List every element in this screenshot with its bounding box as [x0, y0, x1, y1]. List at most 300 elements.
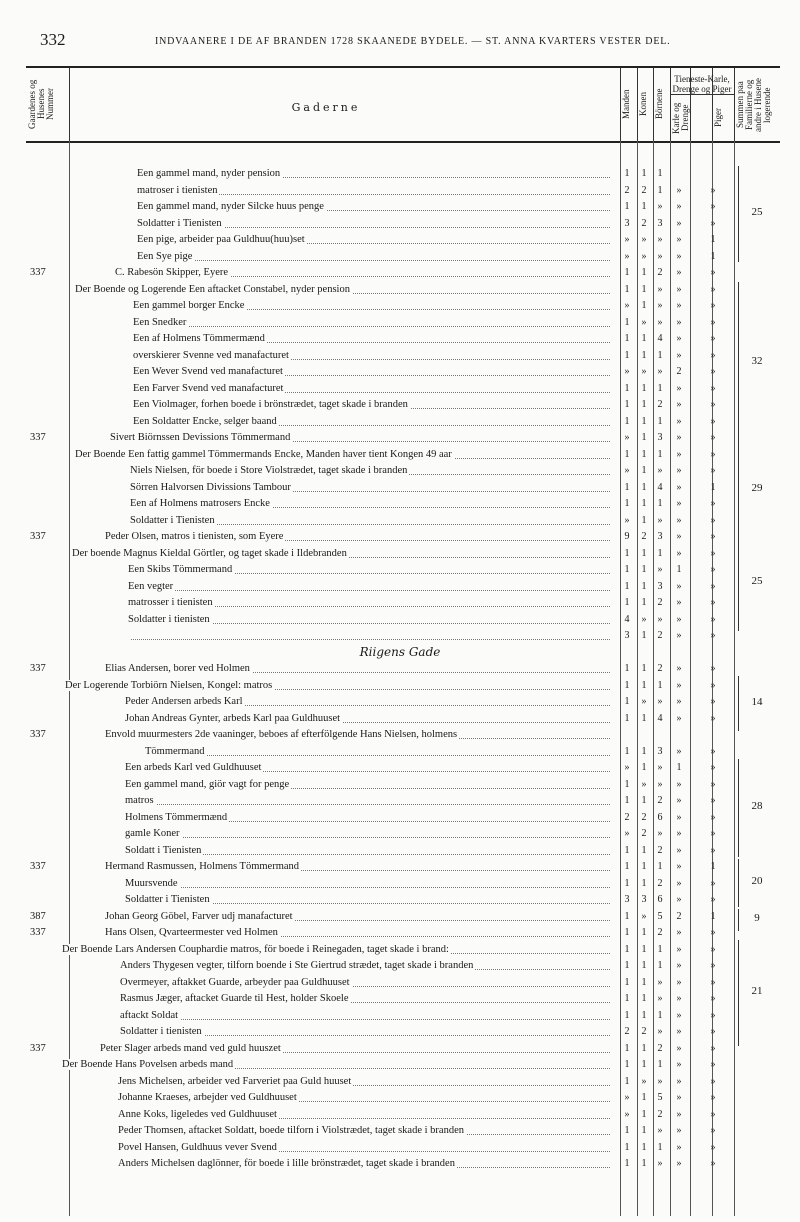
entry-text: Soldatter i tienisten	[128, 613, 210, 625]
count-manden: 1	[624, 498, 630, 509]
house-number: 337	[30, 267, 46, 278]
count-piger: »	[710, 415, 716, 427]
entry-text: Een pige, arbeider paa Guldhuu(huu)set	[137, 234, 305, 245]
count-bornene: »	[657, 828, 663, 839]
count-piger: »	[710, 547, 716, 559]
count-konen: 1	[641, 448, 647, 460]
col-manden-label: Manden	[621, 89, 631, 119]
entry-text: Povel Hansen, Guldhuus vever Svend	[118, 1141, 277, 1153]
count-karle: »	[676, 712, 682, 724]
count-manden: 1	[624, 316, 630, 328]
count-bornene: 3	[657, 217, 663, 229]
house-number: 337	[30, 861, 46, 872]
count-karle: »	[676, 498, 682, 509]
table-row	[0, 249, 800, 264]
table-row	[0, 166, 800, 181]
family-total: 29	[751, 481, 763, 494]
count-bornene: »	[657, 696, 663, 707]
count-manden: 2	[624, 811, 630, 823]
count-konen: 1	[641, 1108, 647, 1120]
count-bornene: »	[657, 283, 663, 295]
count-manden: »	[624, 300, 630, 311]
table-row	[0, 1107, 800, 1122]
table-row	[0, 265, 800, 280]
count-bornene: »	[657, 300, 663, 311]
count-piger: »	[710, 762, 716, 773]
count-manden: 1	[624, 877, 630, 889]
count-karle: »	[676, 663, 682, 674]
table-row	[0, 414, 800, 429]
count-manden: »	[624, 762, 630, 773]
col-piger-label: Piger	[713, 108, 723, 128]
table-row	[0, 975, 800, 990]
count-konen: 1	[641, 432, 647, 443]
entry-text: Soldatter i Tienisten	[137, 217, 222, 229]
count-manden: 1	[624, 745, 630, 757]
count-karle: 1	[676, 564, 682, 575]
table-row	[0, 1123, 800, 1138]
count-bornene: 2	[657, 927, 663, 938]
entry-text: Anders Michelsen daglönner, för boede i lille brönstrædet, taget skade i branden	[118, 1158, 455, 1169]
table-row	[0, 991, 800, 1006]
count-karle: »	[676, 481, 682, 493]
count-manden: »	[624, 234, 630, 245]
count-karle: »	[676, 613, 682, 625]
count-konen: 1	[641, 349, 647, 361]
count-bornene: »	[657, 366, 663, 377]
family-total: 28	[751, 800, 763, 812]
count-piger: »	[710, 943, 716, 955]
count-piger: »	[710, 1026, 716, 1037]
count-bornene: 6	[657, 894, 663, 905]
count-bornene: »	[657, 1075, 663, 1087]
count-konen: 1	[641, 333, 647, 344]
count-konen: 1	[641, 1042, 647, 1054]
count-bornene: 5	[657, 910, 663, 922]
entry-text: Envold muurmesters 2de vaaninger, beboes af efterfölgende Hans Nielsen, holmens	[105, 729, 458, 740]
count-konen: »	[641, 696, 647, 707]
count-bornene: 1	[657, 382, 663, 394]
count-karle: »	[676, 399, 682, 410]
count-piger: »	[710, 976, 716, 988]
entry-text: Soldatter i Tienisten	[125, 894, 210, 905]
entry-text: overskierer Svenne ved manafacturet	[133, 349, 289, 361]
entry-text: Niels Nielsen, för boede i Store Violstrædet, taget skade i branden	[130, 465, 408, 476]
count-karle: »	[676, 234, 682, 245]
entry-text: Soldatter i Tienisten	[130, 514, 215, 526]
table-row	[0, 282, 800, 297]
count-manden: 1	[624, 399, 630, 410]
count-karle: »	[676, 1026, 682, 1037]
table-row	[0, 793, 800, 808]
entry-text: Anders Thygesen vegter, tilforn boende i Ste Giertrud strædet, taget skade i branden	[120, 960, 474, 971]
table-row	[0, 744, 800, 759]
entry-text	[128, 630, 130, 641]
count-piger: 1	[710, 910, 716, 922]
table-row	[0, 925, 800, 940]
table-row	[0, 942, 800, 957]
count-piger: »	[710, 349, 716, 361]
count-konen: 1	[641, 1125, 647, 1136]
entry-text: Elias Andersen, borer ved Holmen	[105, 663, 250, 674]
count-bornene: »	[657, 316, 663, 328]
count-manden: 1	[624, 481, 630, 493]
count-manden: 3	[624, 217, 630, 229]
table-row	[0, 859, 800, 874]
count-konen: 1	[641, 762, 647, 773]
count-bornene: »	[657, 250, 663, 262]
count-manden: 1	[624, 844, 630, 856]
table-row	[0, 232, 800, 247]
count-piger: »	[710, 1075, 716, 1087]
count-manden: 1	[624, 333, 630, 344]
count-karle: »	[676, 1042, 682, 1054]
entry-text: Een gammel mand, nyder pension	[137, 168, 281, 179]
count-konen: »	[641, 234, 647, 245]
count-bornene: 2	[657, 1042, 663, 1054]
family-total: 9	[754, 912, 760, 924]
count-manden: 1	[624, 580, 630, 592]
count-bornene: »	[657, 762, 663, 773]
count-konen: »	[641, 778, 647, 790]
count-piger: »	[710, 712, 716, 724]
count-manden: 4	[624, 613, 630, 625]
count-bornene: 2	[657, 844, 663, 856]
count-piger: »	[710, 564, 716, 575]
count-manden: 1	[624, 795, 630, 806]
table-row	[0, 199, 800, 214]
count-manden: »	[624, 1108, 630, 1120]
count-piger: »	[710, 399, 716, 410]
count-manden: 1	[624, 663, 630, 674]
count-karle: »	[676, 811, 682, 823]
entry-text: Een Soldatter Encke, selger baand	[133, 415, 277, 427]
count-karle: »	[676, 993, 682, 1004]
running-head: INDVAANERE I DE AF BRANDEN 1728 SKAANEDE BYDELE. — ST. ANNA KVARTERS VESTER DEL.	[155, 36, 671, 47]
count-manden: »	[624, 828, 630, 839]
count-piger: »	[710, 844, 716, 856]
count-karle: »	[676, 877, 682, 889]
table-row	[0, 546, 800, 561]
count-karle: »	[676, 283, 682, 295]
count-piger: »	[710, 778, 716, 790]
entry-text: Anne Koks, ligeledes ved Guldhuuset	[118, 1108, 277, 1120]
count-konen: 2	[641, 828, 647, 839]
count-karle: »	[676, 300, 682, 311]
count-manden: 1	[624, 448, 630, 460]
count-manden: 9	[624, 531, 630, 542]
count-karle: »	[676, 349, 682, 361]
table-row	[0, 513, 800, 528]
count-bornene: 1	[657, 1009, 663, 1021]
count-konen: 1	[641, 745, 647, 757]
entry-text: Peder Olsen, matros i tienisten, som Eyere	[105, 531, 284, 542]
count-konen: »	[641, 1075, 647, 1087]
entry-text: gamle Koner	[125, 828, 180, 839]
count-konen: »	[641, 910, 647, 922]
count-manden: 1	[624, 349, 630, 361]
count-manden: 1	[624, 943, 630, 955]
count-manden: »	[624, 250, 630, 262]
table-header	[26, 66, 780, 143]
count-manden: 1	[624, 1141, 630, 1153]
count-karle: 1	[676, 762, 682, 773]
count-piger: »	[710, 1158, 716, 1169]
count-konen: 1	[641, 861, 647, 872]
count-bornene: 5	[657, 1092, 663, 1103]
entry-text: Der Logerende Torbiörn Nielsen, Kongel: matros	[65, 679, 273, 691]
family-total: 32	[751, 355, 763, 367]
count-piger: »	[710, 630, 716, 641]
count-bornene: 4	[657, 333, 663, 344]
count-konen: »	[641, 250, 647, 262]
entry-text: Een Violmager, forhen boede i brönstrædet, taget skade i branden	[133, 399, 408, 410]
count-bornene: 1	[657, 960, 663, 971]
count-bornene: 2	[657, 1108, 663, 1120]
count-karle: »	[676, 828, 682, 839]
count-manden: 1	[624, 927, 630, 938]
count-konen: 2	[641, 1026, 647, 1037]
count-bornene: »	[657, 778, 663, 790]
count-piger: »	[710, 1125, 716, 1136]
count-karle: »	[676, 333, 682, 344]
entry-text: Een arbeds Karl ved Guldhuuset	[125, 762, 262, 773]
count-manden: »	[624, 514, 630, 526]
table-row	[0, 397, 800, 412]
count-manden: »	[624, 366, 630, 377]
count-manden: »	[624, 432, 630, 443]
count-konen: 1	[641, 481, 647, 493]
entry-text: aftackt Soldat	[120, 1009, 179, 1021]
entry-text: Tömmermand	[145, 745, 205, 757]
count-bornene: »	[657, 514, 663, 526]
count-karle: »	[676, 184, 682, 196]
entry-text: Een gammel mand, nyder Silcke huus penge	[137, 201, 324, 212]
count-piger: »	[710, 1009, 716, 1021]
count-piger: »	[710, 1141, 716, 1153]
count-manden: 1	[624, 1125, 630, 1136]
count-piger: »	[710, 432, 716, 443]
count-piger: »	[710, 1108, 716, 1120]
table-row	[0, 892, 800, 907]
entry-text: Sörren Halvorsen Divissions Tambour	[130, 481, 291, 493]
count-piger: »	[710, 300, 716, 311]
count-karle: »	[676, 795, 682, 806]
entry-text: Jens Michelsen, arbeider ved Farveriet paa Guld huuset	[118, 1075, 352, 1087]
table-row	[0, 678, 800, 693]
entry-text: Een Skibs Tömmermand	[128, 564, 233, 575]
entry-text: Johanne Kraeses, arbejder ved Guldhuuset	[118, 1092, 297, 1103]
count-karle: »	[676, 547, 682, 559]
count-manden: 1	[624, 415, 630, 427]
count-karle: 2	[676, 910, 682, 922]
count-manden: 1	[624, 960, 630, 971]
count-bornene: 2	[657, 597, 663, 608]
count-manden: 1	[624, 1009, 630, 1021]
count-bornene: 3	[657, 745, 663, 757]
family-total: 25	[751, 575, 763, 587]
count-manden: 1	[624, 283, 630, 295]
entry-text: Der Boende og Logerende Een aftacket Constabel, nyder pension	[75, 283, 350, 295]
count-karle: »	[676, 1141, 682, 1153]
count-manden: 1	[624, 168, 630, 179]
count-piger: »	[710, 531, 716, 542]
count-konen: 1	[641, 1092, 647, 1103]
count-karle: »	[676, 927, 682, 938]
count-karle: »	[676, 679, 682, 691]
count-bornene: 6	[657, 811, 663, 823]
count-piger: »	[710, 696, 716, 707]
table-row	[0, 612, 800, 627]
count-konen: 1	[641, 283, 647, 295]
count-piger: »	[710, 366, 716, 377]
house-number: 337	[30, 1042, 46, 1054]
count-karle: »	[676, 844, 682, 856]
table-row	[0, 496, 800, 511]
count-karle: »	[676, 531, 682, 542]
count-konen: 1	[641, 795, 647, 806]
entry-text: C. Rabesön Skipper, Eyere	[115, 267, 229, 278]
house-number: 337	[30, 927, 46, 938]
street-heading: Riigens Gade	[359, 645, 441, 659]
count-karle: »	[676, 465, 682, 476]
table-row	[0, 1090, 800, 1105]
count-konen: »	[641, 316, 647, 328]
table-row	[0, 463, 800, 478]
entry-text: Peder Andersen arbeds Karl	[125, 696, 243, 707]
col-servants-label: Tieneste-Karle, Drenge og Piger	[672, 74, 732, 94]
count-karle: »	[676, 597, 682, 608]
count-piger: »	[710, 1092, 716, 1103]
entry-text: Een gammel mand, giör vagt for penge	[125, 778, 290, 790]
count-piger: »	[710, 894, 716, 905]
count-konen: 2	[641, 184, 647, 196]
count-bornene: 3	[657, 531, 663, 542]
count-bornene: »	[657, 465, 663, 476]
table-row	[0, 364, 800, 379]
entry-text: Der Boende Hans Povelsen arbeds mand	[62, 1059, 234, 1070]
count-bornene: 1	[657, 498, 663, 509]
col-house-number-label: Gaardenes og Husenes Nummer	[27, 79, 55, 129]
count-konen: 1	[641, 1158, 647, 1169]
count-karle: »	[676, 943, 682, 955]
count-karle: »	[676, 1158, 682, 1169]
count-konen: 1	[641, 844, 647, 856]
table-row	[0, 529, 800, 544]
col-streets-label: Gaderne	[291, 101, 361, 114]
table-row	[0, 876, 800, 891]
house-number: 387	[30, 910, 46, 922]
count-bornene: 1	[657, 415, 663, 427]
count-piger: »	[710, 811, 716, 823]
entry-text: Johan Georg Göbel, Farver udj manafacturet	[105, 910, 293, 922]
count-manden: 1	[624, 910, 630, 922]
count-piger: »	[710, 1042, 716, 1054]
count-piger: »	[710, 316, 716, 328]
count-piger: »	[710, 597, 716, 608]
count-piger: »	[710, 448, 716, 460]
count-bornene: 1	[657, 448, 663, 460]
count-bornene: 3	[657, 432, 663, 443]
count-piger: 1	[710, 481, 716, 493]
count-konen: 1	[641, 300, 647, 311]
entry-text: Peter Slager arbeds mand ved guld huuszet	[100, 1042, 281, 1054]
count-konen: 1	[641, 597, 647, 608]
entry-text: Der boende Magnus Kieldal Görtler, og taget skade i Ildebranden	[72, 547, 347, 559]
table-row	[0, 216, 800, 231]
count-karle: »	[676, 1108, 682, 1120]
count-konen: 1	[641, 201, 647, 212]
family-total: 20	[751, 875, 763, 887]
count-manden: 3	[624, 630, 630, 641]
count-bornene: 1	[657, 1059, 663, 1070]
count-konen: 1	[641, 712, 647, 724]
count-bornene: 2	[657, 630, 663, 641]
count-bornene: 1	[657, 943, 663, 955]
count-bornene: »	[657, 234, 663, 245]
entry-text: Een af Holmens Tömmermænd	[133, 333, 265, 344]
table-row	[0, 909, 800, 924]
table-row	[0, 760, 800, 775]
entry-text: Een Sye pige	[137, 250, 193, 262]
count-konen: »	[641, 366, 647, 377]
count-piger: »	[710, 514, 716, 526]
family-total: 25	[751, 206, 763, 218]
count-piger: »	[710, 201, 716, 212]
count-bornene: 4	[657, 712, 663, 724]
count-bornene: 2	[657, 877, 663, 889]
house-number: 337	[30, 432, 46, 443]
count-manden: 1	[624, 712, 630, 724]
count-konen: 1	[641, 564, 647, 575]
count-konen: 1	[641, 960, 647, 971]
count-karle: »	[676, 514, 682, 526]
table-row	[0, 183, 800, 198]
count-konen: 1	[641, 976, 647, 988]
entry-text: matrosser i tienisten	[128, 597, 213, 608]
count-piger: »	[710, 960, 716, 971]
entry-text: Rasmus Jæger, aftacket Guarde til Hest, holder Skoele	[120, 993, 349, 1004]
count-konen: 2	[641, 217, 647, 229]
count-konen: 1	[641, 943, 647, 955]
count-manden: 1	[624, 382, 630, 394]
table-row	[0, 727, 800, 742]
table-row	[0, 579, 800, 594]
table-row	[0, 777, 800, 792]
table-row	[0, 595, 800, 610]
count-bornene: »	[657, 201, 663, 212]
count-manden: 1	[624, 1158, 630, 1169]
count-karle: »	[676, 630, 682, 641]
count-manden: 1	[624, 778, 630, 790]
table-row	[0, 348, 800, 363]
count-bornene: 1	[657, 679, 663, 691]
count-piger: »	[710, 580, 716, 592]
count-bornene: 1	[657, 1141, 663, 1153]
table-row	[0, 1140, 800, 1155]
count-bornene: »	[657, 1026, 663, 1037]
count-piger: 1	[710, 250, 716, 262]
count-manden: 1	[624, 679, 630, 691]
entry-text: matros	[125, 795, 154, 806]
count-konen: 1	[641, 993, 647, 1004]
count-bornene: 1	[657, 861, 663, 872]
table-row	[0, 315, 800, 330]
count-piger: »	[710, 184, 716, 196]
count-konen: 1	[641, 498, 647, 509]
count-konen: 2	[641, 811, 647, 823]
count-karle: »	[676, 448, 682, 460]
